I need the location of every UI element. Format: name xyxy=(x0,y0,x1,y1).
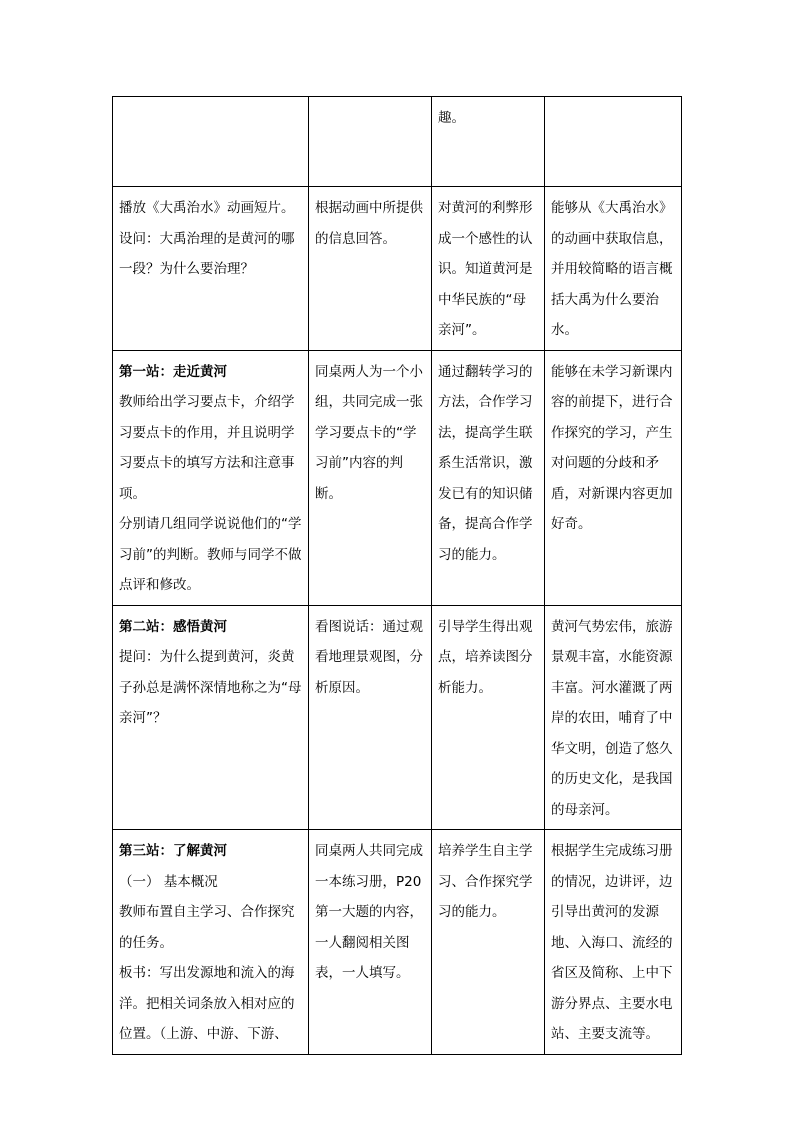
cell-text: 看图说话：通过观看地理景观图，分析原因。 xyxy=(315,618,423,696)
design-intent-cell xyxy=(432,605,545,830)
teacher-activity-cell xyxy=(113,350,309,605)
cell-text: 分别请几组同学说说他们的“学习前”的判断。教师与同学不做点评和修改。 xyxy=(119,516,302,593)
table-row xyxy=(113,97,682,187)
lesson-plan-table xyxy=(112,96,682,1055)
cell-text: 黄河气势宏伟，旅游景观丰富，水能资源丰富。河水灌溉了两岸的农田，哺育了中华文明，创造了悠久的历史文化，是我国的母亲河。 xyxy=(551,618,673,818)
student-activity-cell xyxy=(309,187,432,351)
cell-text: 教师给出学习要点卡，介绍学习要点卡的作用，并且说明学习要点卡的填写方法和注意事项。 xyxy=(119,394,295,502)
cell-text: 播放《大禹治水》动画短片。 xyxy=(119,200,295,216)
cell-text: 提问：为什么提到黄河，炎黄子孙总是满怀深情地称之为“母亲河”？ xyxy=(119,649,302,726)
design-intent-cell xyxy=(432,830,545,1055)
section-title: 第二站：感悟黄河 xyxy=(119,618,227,635)
cell-text: 通过翻转学习的方法，合作学习法，提高学生联系生活常识，激发已有的知识储备，提高合作学习的能力。 xyxy=(438,363,533,563)
cell-text: 根据学生完成练习册的情况，边讲评，边引导出黄河的发源地、入海口、流经的省区及简称、上中下游分界点、主要水电站、主要支流等。 xyxy=(551,843,673,1042)
teacher-activity-cell xyxy=(113,187,309,351)
cell-text: 板书：写出发源地和流入的海洋。把相关词条放入相对应的位置。（上游、中游、下游、 xyxy=(119,965,295,1042)
table-row xyxy=(113,830,682,1055)
expected-outcome-cell xyxy=(545,605,682,830)
table-row xyxy=(113,350,682,605)
cell-text: 根据动画中所提供的信息回答。 xyxy=(315,200,423,247)
cell-text: 设问：大禹治理的是黄河的哪一段？为什么要治理？ xyxy=(119,230,295,277)
cell-text: 能够在未学习新课内容的前提下，进行合作探究的学习，产生对问题的分歧和矛盾，对新课内容更加好奇。 xyxy=(551,363,673,532)
section-title: 第三站：了解黄河 xyxy=(119,843,227,859)
cell-text: 对黄河的利弊形成一个感性的认识。知道黄河是中华民族的“母亲河”。 xyxy=(438,200,533,338)
cell-text: 培养学生自主学习、合作探究学习的能力。 xyxy=(438,843,533,920)
teacher-activity-cell xyxy=(113,830,309,1055)
student-activity-cell xyxy=(309,350,432,605)
cell-text: （一） 基本概况 xyxy=(119,873,218,890)
cell-text: 趣。 xyxy=(438,110,465,126)
design-intent-cell xyxy=(432,97,545,187)
cell-text: 同桌两人为一个小组，共同完成一张学习要点卡的“学习前”内容的判断。 xyxy=(315,363,423,502)
expected-outcome-cell xyxy=(545,830,682,1055)
design-intent-cell xyxy=(432,187,545,351)
design-intent-cell xyxy=(432,350,545,605)
student-activity-cell xyxy=(309,830,432,1055)
table-row xyxy=(113,187,682,351)
table-row xyxy=(113,605,682,830)
student-activity-cell xyxy=(309,605,432,830)
teacher-activity-cell xyxy=(113,605,309,830)
cell-text: 教师布置自主学习、合作探究的任务。 xyxy=(119,904,295,951)
cell-text: 同桌两人共同完成一本练习册，P20第一大题的内容，一人翻阅相关图表，一人填写。 xyxy=(315,843,423,981)
expected-outcome-cell xyxy=(545,350,682,605)
section-title: 第一站：走近黄河 xyxy=(119,363,227,380)
cell-text: 能够从《大禹治水》的动画中获取信息，并用较简略的语言概括大禹为什么要治水。 xyxy=(551,200,673,338)
expected-outcome-cell xyxy=(545,97,682,187)
expected-outcome-cell xyxy=(545,187,682,351)
teacher-activity-cell xyxy=(113,97,309,187)
cell-text: 引导学生得出观点，培养读图分析能力。 xyxy=(438,618,533,696)
student-activity-cell xyxy=(309,97,432,187)
